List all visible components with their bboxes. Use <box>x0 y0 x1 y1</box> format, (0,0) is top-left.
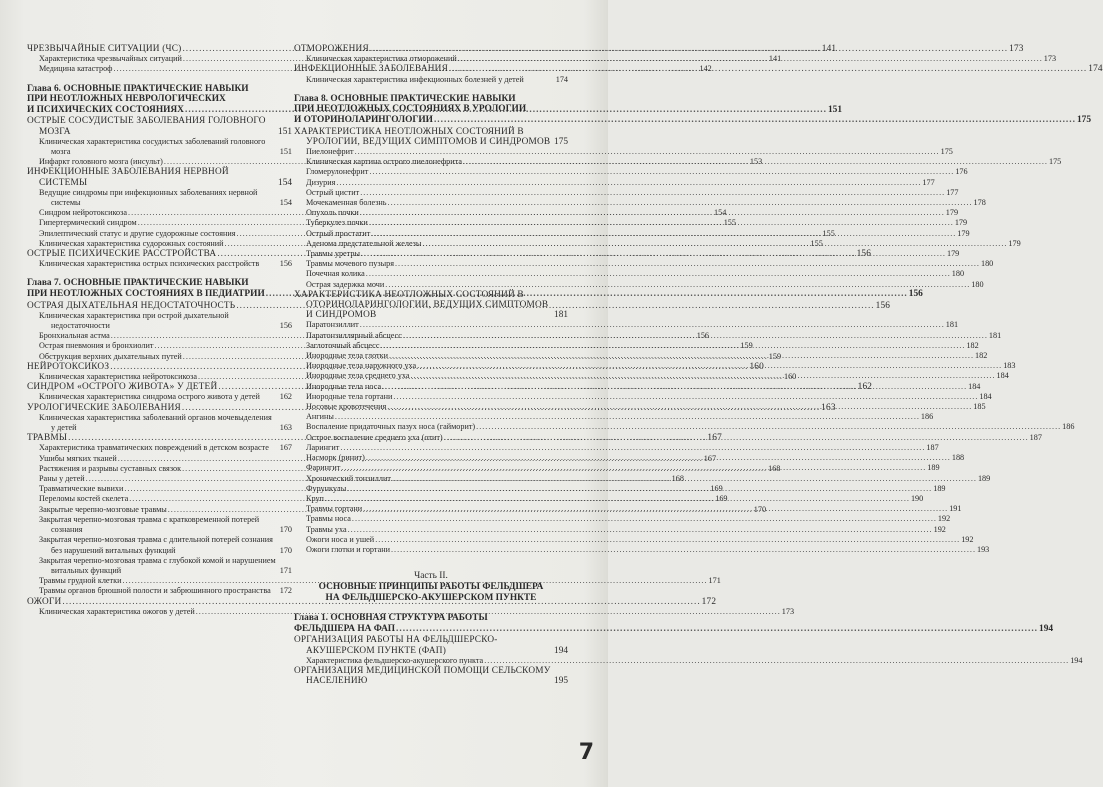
toc-entry[interactable] <box>294 422 1075 432</box>
toc-entry-title: ИНФЕКЦИОННЫЕ ЗАБОЛЕВАНИЯ НЕРВНОЙ СИСТЕМЫ <box>27 167 229 188</box>
toc-leader-dots <box>355 147 940 157</box>
toc-entry-title: ОСТРАЯ ДЫХАТЕЛЬНАЯ НЕДОСТАТОЧНОСТЬ <box>27 300 236 311</box>
toc-entry-page: 156 <box>279 321 292 331</box>
toc-entry-title: СИНДРОМ «ОСТРОГО ЖИВОТА» У ДЕТЕЙ <box>27 382 218 393</box>
toc-entry-title: Инородные тела глотки <box>306 351 388 361</box>
toc-entry-title: Гломерулонефрит <box>306 167 369 177</box>
toc-entry[interactable] <box>27 443 292 453</box>
toc-leader-dots <box>371 229 956 239</box>
toc-leader-dots <box>434 115 1076 126</box>
toc-entry[interactable] <box>294 147 953 157</box>
toc-entry-title: Закрытые черепно-мозговые травмы <box>39 504 167 514</box>
toc-leader-dots <box>388 198 973 208</box>
toc-entry[interactable] <box>294 198 986 208</box>
toc-entry-title: Травмы носа <box>306 514 351 524</box>
toc-entry-title: Раны у детей <box>39 474 85 484</box>
toc-entry-title: Клиническая картина острого пиелонефрита <box>306 157 462 167</box>
toc-entry-page: 172 <box>701 596 717 607</box>
toc-leader-dots <box>444 433 1029 443</box>
toc-entry-title: ХАРАКТЕРИСТИКА НЕОТЛОЖНЫХ СОСТОЯНИЙ В ОТОРИНОЛАРИНГОЛОГИИ, ВЕДУЩИХ СИМПТОМОВ И СИНДРОМОВ <box>294 289 549 321</box>
toc-entry-page: 169 <box>715 494 728 504</box>
toc-entry-page: 180 <box>951 269 965 279</box>
chapter-heading-text: И ПСИХИЧЕСКИХ СОСТОЯНИЯХ <box>27 104 184 115</box>
toc-leader-dots <box>393 392 978 402</box>
toc-leader-dots <box>449 64 1087 74</box>
toc-entry-title: Инфаркт головного мозга (инсульт) <box>39 157 163 167</box>
toc-entry-title: Дизурия <box>306 177 336 187</box>
toc-entry[interactable] <box>294 320 959 330</box>
toc-entry[interactable] <box>294 655 1083 666</box>
toc-entry-page: 181 <box>554 310 568 321</box>
toc-entry-page: 142 <box>699 64 712 74</box>
chapter-heading-text: ПРИ НЕОТЛОЖНЫХ СОСТОЯНИЯХ В ПЕДИАТРИИ <box>27 289 265 300</box>
toc-entry-title: Фурункулы <box>306 483 347 493</box>
toc-entry-page: 168 <box>768 463 781 473</box>
toc-entry[interactable] <box>294 75 568 85</box>
toc-entry-title: Хронический тонзиллит <box>306 473 391 483</box>
toc-entry-page: 171 <box>279 565 292 575</box>
chapter-heading-text: ФЕЛЬДШЕРА НА ФАП <box>294 623 396 634</box>
toc-entry-page: 194 <box>1070 655 1083 665</box>
toc-entry-title: Заглоточный абсцесс <box>306 340 380 350</box>
chapter-heading-text: И ОТОРИНОЛАРИНГОЛОГИИ <box>294 115 433 125</box>
toc-entry-page: 170 <box>279 525 292 535</box>
toc-entry-title: Клиническая характеристика острых психических расстройств <box>39 259 260 269</box>
toc-entry-page: 181 <box>945 320 959 330</box>
toc-leader-dots <box>391 545 976 555</box>
toc-entry-page: 184 <box>968 381 981 391</box>
toc-leader-dots <box>363 504 948 514</box>
chapter-heading-line <box>27 289 923 300</box>
toc-entry-title: Мочекаменная болезнь <box>306 198 387 208</box>
toc-entry-title: НЕЙРОТОКСИКОЗ <box>27 361 110 372</box>
toc-entry-page: 171 <box>708 576 721 586</box>
toc-entry-page: 160 <box>783 372 797 382</box>
toc-entry-page: 192 <box>937 514 951 524</box>
toc-leader-dots <box>366 453 951 463</box>
toc-entry-title: Закрытая черепно-мозговая травма с кратковременной потерей сознания <box>39 514 260 535</box>
toc-leader-dots <box>392 474 977 484</box>
toc-leader-dots <box>395 259 980 269</box>
toc-leader-dots <box>336 178 921 188</box>
chapter-heading-line <box>294 623 1054 635</box>
chapter-heading-line <box>294 115 1091 126</box>
toc-entry-title: Ожоги носа и ушей <box>306 534 375 544</box>
toc-entry-page: 155 <box>822 228 835 238</box>
toc-entry-page: 177 <box>946 187 959 197</box>
toc-entry-page: 167 <box>703 453 717 463</box>
toc-entry-title: Ведущие синдромы при инфекционных заболеваниях нервной системы <box>39 187 258 208</box>
toc-entry-page: 156 <box>279 259 292 269</box>
toc-entry-title: Клиническая характеристика заболеваний органов мочевыделения у детей <box>39 412 272 433</box>
toc-entry-title: Инородные тела наружного уха <box>306 361 417 371</box>
chapter-heading-page: 194 <box>1039 623 1054 634</box>
toc-entry[interactable] <box>294 269 965 279</box>
toc-entry-title: Травмы уретры <box>306 249 360 259</box>
toc-entry[interactable] <box>27 300 891 311</box>
toc-entry[interactable] <box>294 290 568 321</box>
toc-entry-page: 162 <box>857 382 873 393</box>
toc-leader-dots <box>369 218 954 228</box>
toc-entry-page: 159 <box>740 341 753 351</box>
toc-entry-title: Инородные тела гортани <box>306 391 393 401</box>
toc-leader-dots <box>463 157 1048 167</box>
toc-entry-page: 191 <box>949 504 962 514</box>
toc-entry-title: Инородные тела среднего уха <box>306 371 410 381</box>
toc-entry-title: Острый простатит <box>306 228 371 238</box>
toc-entry-page: 183 <box>1003 361 1016 371</box>
toc-entry-page: 189 <box>927 463 940 473</box>
toc-entry-title: ОТМОРОЖЕНИЯ <box>294 44 369 54</box>
toc-entry-title: Травматические вывихи <box>39 484 124 494</box>
toc-entry[interactable] <box>294 544 990 555</box>
chapter-heading-page: 175 <box>1076 115 1091 125</box>
toc-entry[interactable] <box>294 177 935 188</box>
toc-leader-dots <box>411 371 996 381</box>
toc-entry-title: Круп <box>306 493 324 503</box>
toc-entry-page: 184 <box>996 371 1009 381</box>
toc-leader-dots <box>370 44 1008 54</box>
toc-entry-title: Бронхиальная астма <box>39 331 110 341</box>
toc-entry[interactable] <box>27 413 292 433</box>
toc-leader-dots <box>458 54 1043 64</box>
toc-entry-title: ХАРАКТЕРИСТИКА НЕОТЛОЖНЫХ СОСТОЯНИЙ В УРОЛОГИИ, ВЕДУЩИХ СИМПТОМОВ И СИНДРОМОВ <box>294 126 551 147</box>
toc-entry[interactable] <box>294 635 568 655</box>
toc-entry-title: Паратонзиллит <box>306 320 359 330</box>
chapter-heading-line: Глава 7. ОСНОВНЫЕ ПРАКТИЧЕСКИЕ НАВЫКИ <box>27 278 249 289</box>
toc-entry-page: 163 <box>821 402 836 413</box>
toc-entry-title: ТРАВМЫ <box>27 433 68 444</box>
toc-entry-page: 156 <box>696 331 709 341</box>
toc-entry-page: 156 <box>856 249 872 260</box>
toc-entry-page: 167 <box>707 433 722 444</box>
toc-entry-title: Инородные тела носа <box>306 381 382 391</box>
toc-entry-page: 187 <box>926 442 939 452</box>
toc-leader-dots <box>385 280 970 290</box>
toc-leader-dots <box>417 361 1002 371</box>
toc-entry-title: Характеристика чрезвычайных ситуаций <box>39 54 182 64</box>
toc-leader-dots <box>360 320 945 330</box>
toc-leader-dots <box>396 624 1038 635</box>
toc-entry[interactable] <box>294 666 568 686</box>
toc-entry-page: 179 <box>945 208 959 218</box>
toc-entry-page: 193 <box>976 544 990 554</box>
toc-entry-page: 151 <box>279 147 292 156</box>
toc-entry-title: Травмы гортани <box>306 504 363 514</box>
toc-entry-title: ЧРЕЗВЫЧАЙНЫЕ СИТУАЦИИ (ЧС) <box>27 44 182 54</box>
toc-entry-page: 173 <box>781 606 795 616</box>
toc-leader-dots <box>422 239 1007 249</box>
toc-entry[interactable] <box>294 442 939 453</box>
toc-entry-title: Переломы костей скелета <box>39 494 129 504</box>
toc-leader-dots <box>387 402 972 412</box>
toc-entry[interactable] <box>294 259 994 269</box>
toc-leader-dots <box>348 525 933 535</box>
toc-entry-page: 155 <box>810 238 823 248</box>
toc-entry-page: 192 <box>961 534 974 544</box>
toc-entry-title: Носовые кровотечения <box>306 402 387 412</box>
toc-entry-title: Закрытая черепно-мозговая травма с глубокой комой и нарушением витальных функций <box>39 555 276 575</box>
toc-entry-page: 180 <box>971 279 984 289</box>
toc-entry-title: Клиническая характеристика синдрома острого живота у детей <box>39 392 260 402</box>
toc-entry-title: Растяжения и разрывы суставных связок <box>39 463 182 473</box>
toc-entry[interactable] <box>27 392 292 402</box>
toc-entry[interactable] <box>27 515 292 535</box>
toc-entry-page: 179 <box>946 249 960 259</box>
toc-entry[interactable] <box>27 586 292 596</box>
toc-entry-title: Аденома предстательной железы <box>306 238 422 248</box>
toc-entry[interactable] <box>27 188 292 208</box>
toc-entry[interactable] <box>294 127 568 147</box>
toc-leader-dots <box>352 514 937 524</box>
toc-leader-dots <box>366 269 951 279</box>
toc-entry[interactable] <box>27 535 292 555</box>
toc-entry[interactable] <box>294 412 934 422</box>
toc-leader-dots <box>325 494 910 504</box>
toc-entry-page: 163 <box>279 423 292 433</box>
toc-entry-page: 178 <box>973 198 986 208</box>
part-title-line: НА ФЕЛЬДШЕРСКО-АКУШЕРСКОМ ПУНКТЕ <box>325 593 537 604</box>
toc-entry-title: Клиническая характеристика ожогов у детей <box>39 606 195 616</box>
toc-entry[interactable] <box>294 187 959 198</box>
toc-leader-dots <box>382 382 967 392</box>
toc-leader-dots <box>341 463 926 473</box>
toc-entry[interactable] <box>27 606 795 617</box>
toc-entry-title: Характеристика фельдшерско-акушерского пункта <box>306 655 484 665</box>
toc-entry-page: 186 <box>920 412 934 422</box>
toc-entry[interactable] <box>294 524 946 535</box>
chapter-heading[interactable] <box>294 613 1054 634</box>
toc-entry-title: Клиническая характеристика отморожений <box>306 54 457 64</box>
toc-entry-page: 167 <box>279 443 292 453</box>
toc-entry-title: Клиническая характеристика инфекционных болезней у детей <box>306 74 524 84</box>
toc-entry-page: 186 <box>1062 422 1075 432</box>
toc-entry-page: 190 <box>910 493 924 503</box>
toc-entry-page: 182 <box>975 351 988 361</box>
toc-entry-title: Клиническая характеристика судорожных состояний <box>39 238 224 248</box>
toc-entry[interactable] <box>294 534 974 545</box>
toc-entry-title: Ушибы мягких тканей <box>39 453 117 463</box>
toc-entry-title: Острая задержка мочи <box>306 279 385 289</box>
toc-entry[interactable] <box>294 279 984 290</box>
toc-entry-page: 188 <box>951 453 965 463</box>
toc-entry-title: Ангины <box>306 412 334 422</box>
toc-entry-title: Травмы грудной клетки <box>39 576 122 586</box>
toc-entry-title: Медицина катастроф <box>39 64 113 74</box>
toc-entry-page: 179 <box>957 228 970 238</box>
toc-leader-dots <box>340 443 925 453</box>
toc-leader-dots <box>476 422 1061 432</box>
toc-leader-dots <box>347 484 932 494</box>
toc-entry-title: Ожоги глотки и гортани <box>306 544 390 554</box>
toc-leader-dots <box>361 249 946 259</box>
toc-entry[interactable] <box>294 514 951 524</box>
toc-entry-title: Фарингит <box>306 463 341 473</box>
toc-entry[interactable] <box>27 311 292 331</box>
toc-entry-page: 174 <box>555 74 568 84</box>
toc-entry-page: 169 <box>710 484 723 494</box>
toc-entry-title: Травмы мочевого пузыря <box>306 259 394 269</box>
toc-leader-dots <box>369 167 954 177</box>
toc-entry-page: 181 <box>988 330 1002 340</box>
toc-entry-title: Синдром нейротоксикоза <box>39 208 128 218</box>
toc-entry-page: 155 <box>723 218 736 228</box>
toc-entry-page: 170 <box>753 504 767 514</box>
toc-leader-dots <box>403 331 988 341</box>
chapter-heading-line: Глава 1. ОСНОВНАЯ СТРУКТУРА РАБОТЫ <box>294 613 488 624</box>
toc-entry-title: ИНФЕКЦИОННЫЕ ЗАБОЛЕВАНИЯ <box>294 64 448 75</box>
chapter-heading-line: ПРИ НЕОТЛОЖНЫХ НЕВРОЛОГИЧЕСКИХ <box>27 94 226 105</box>
chapter-heading-line: ПРИ НЕОТЛОЖНЫХ СОСТОЯНИЯХ В УРОЛОГИИ <box>294 104 527 115</box>
toc-entry-page: 184 <box>979 391 992 401</box>
toc-entry-title: ОРГАНИЗАЦИЯ МЕДИЦИНСКОЙ ПОМОЩИ СЕЛЬСКОМУ НАСЕЛЕНИЮ <box>294 665 551 687</box>
toc-leader-dots <box>335 412 920 422</box>
toc-leader-dots <box>484 656 1069 666</box>
toc-entry-page: 177 <box>922 177 935 187</box>
toc-entry-title: Почечная колика <box>306 269 365 279</box>
toc-entry-title: ОЖОГИ <box>27 596 62 607</box>
toc-entry[interactable] <box>27 259 292 269</box>
toc-entry-title: Клиническая характеристика сосудистых заболеваний головного мозга <box>39 136 266 156</box>
toc-leader-dots <box>360 188 945 198</box>
toc-entry-title: ОСТРЫЕ СОСУДИСТЫЕ ЗАБОЛЕВАНИЯ ГОЛОВНОГО МОЗГА <box>27 116 266 137</box>
toc-entry-title: Травмы уха <box>306 524 347 534</box>
toc-entry-page: 194 <box>554 645 568 656</box>
toc-entry-title: Опухоль почки <box>306 208 359 218</box>
toc-entry[interactable] <box>27 167 292 187</box>
toc-entry-page: 189 <box>933 483 946 493</box>
toc-entry-title: ОСТРЫЕ ПСИХИЧЕСКИЕ РАССТРОЙСТВА <box>27 249 217 260</box>
toc-leader-dots <box>375 535 960 545</box>
toc-entry-page: 175 <box>554 136 568 147</box>
chapter-heading-line: Глава 8. ОСНОВНЫЕ ПРАКТИЧЕСКИЕ НАВЫКИ <box>294 93 516 104</box>
toc-entry[interactable] <box>27 556 292 576</box>
toc-entry-page: 160 <box>749 361 764 372</box>
toc-entry-page: 168 <box>671 474 684 484</box>
chapter-heading-page: 151 <box>827 104 843 115</box>
toc-entry-page: 162 <box>279 392 292 402</box>
toc-entry-page: 175 <box>1048 157 1062 167</box>
toc-entry-title: Характеристика травматических повреждений в детском возрасте <box>39 443 269 453</box>
toc-entry-page: 185 <box>973 402 986 412</box>
part-heading <box>294 571 568 604</box>
toc-entry-title: Паратонзиллярный абсцесс <box>306 330 402 340</box>
toc-entry-page: 154 <box>714 208 727 218</box>
toc-entry[interactable] <box>27 137 292 157</box>
toc-leader-dots <box>360 208 945 218</box>
toc-entry-page: 173 <box>1043 54 1057 64</box>
toc-entry-page: 151 <box>278 126 292 137</box>
toc-entry-title: Закрытая черепно-мозговая травма с длительной потерей сознания без нарушений витальных функций <box>39 535 273 555</box>
toc-entry-title: ОРГАНИЗАЦИЯ РАБОТЫ НА ФЕЛЬДШЕРСКО-АКУШЕРСКОМ ПУНКТЕ (ФАП) <box>294 635 498 656</box>
toc-entry-title: Острая пневмония и бронхиолит <box>39 341 154 351</box>
page-number: 7 <box>578 740 594 765</box>
toc-entry-title: Туберкулез почки <box>306 218 368 228</box>
toc-entry-page: 187 <box>1029 432 1042 442</box>
toc-entry-page: 159 <box>768 351 782 361</box>
toc-entry-title: Острое воспаление среднего уха (отит) <box>306 432 443 442</box>
toc-entry-page: 189 <box>977 473 991 483</box>
toc-entry-page: 173 <box>1009 44 1024 54</box>
part-title-line: ОСНОВНЫЕ ПРИНЦИПЫ РАБОТЫ ФЕЛЬДШЕРА <box>318 582 544 593</box>
toc-entry-page: 175 <box>940 147 953 156</box>
toc-entry[interactable] <box>27 116 292 136</box>
toc-entry-title: Клиническая характеристика нейротоксикоза <box>39 372 197 382</box>
toc-entry-page: 192 <box>933 524 946 534</box>
toc-entry[interactable] <box>294 391 992 402</box>
toc-entry-page: 179 <box>1008 238 1021 248</box>
toc-entry-title: Пиелонефрит <box>306 147 354 156</box>
toc-entry-title: Воспаление придаточных пазух носа (гайморит) <box>306 422 476 432</box>
toc-entry-page: 154 <box>279 198 292 208</box>
toc-entry-page: 176 <box>955 167 968 177</box>
toc-entry-page: 153 <box>749 157 763 167</box>
toc-entry-page: 156 <box>875 300 891 311</box>
toc-entry-page: 195 <box>554 676 568 687</box>
toc-entry-page: 182 <box>966 340 979 350</box>
toc-entry-page: 172 <box>279 586 292 596</box>
chapter-heading-page: 156 <box>908 289 923 300</box>
toc-entry-title: Острый цистит <box>306 187 360 197</box>
toc-entry-page: 141 <box>768 54 782 64</box>
toc-entry-page: 174 <box>1088 64 1103 75</box>
toc-entry[interactable] <box>294 167 968 177</box>
toc-entry-title: Ларингит <box>306 442 340 452</box>
toc-entry-title: Травмы органов брюшной полости и забрюшинного пространства <box>39 586 271 596</box>
toc-entry-page: 141 <box>821 44 837 54</box>
toc-entry-title: Клиническая характеристика при острой дыхательной недостаточности <box>39 310 229 331</box>
toc-entry-title: УРОЛОГИЧЕСКИЕ ЗАБОЛЕВАНИЯ <box>27 402 181 413</box>
toc-entry-title: Обструкция верхних дыхательных путей <box>39 351 182 361</box>
toc-leader-dots <box>389 351 974 361</box>
toc-leader-dots <box>380 341 965 351</box>
toc-entry-page: 170 <box>279 545 292 555</box>
chapter-heading-line: Глава 6. ОСНОВНЫЕ ПРАКТИЧЕСКИЕ НАВЫКИ <box>27 83 249 94</box>
toc-entry-page: 154 <box>278 177 292 188</box>
part-label: Часть II. <box>414 571 448 582</box>
toc-entry-page: 179 <box>954 218 968 228</box>
toc-entry-page: 180 <box>980 259 994 269</box>
toc-entry-title: Гипертермический синдром <box>39 218 137 228</box>
toc-entry-title: Насморк (ринит) <box>306 453 365 463</box>
toc-entry-title: Эпилептический статус и другие судорожные состояния <box>39 228 236 238</box>
